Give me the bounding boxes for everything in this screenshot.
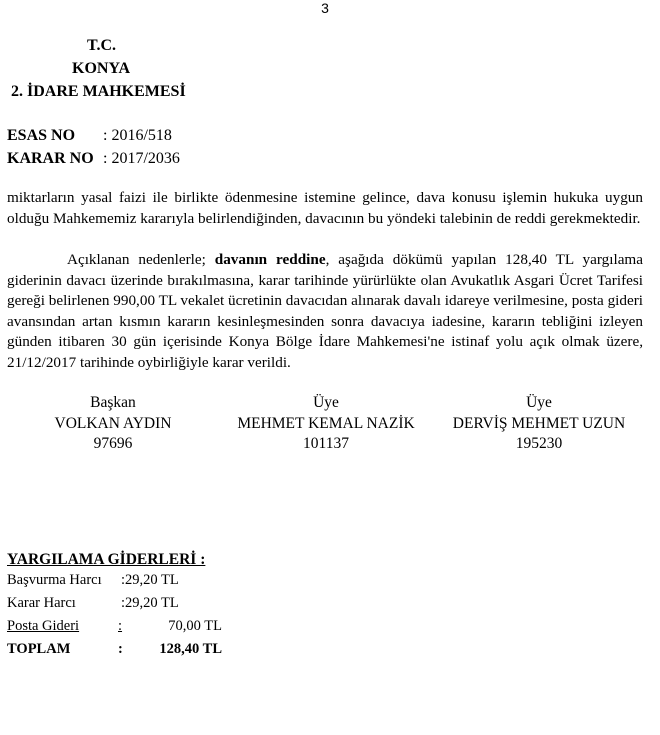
total-label: TOPLAM [7, 641, 71, 657]
signature-number: 195230 [515, 435, 563, 452]
esas-no-value: : 2016/518 [103, 127, 172, 144]
cost-value: 70,00 TL [168, 618, 222, 634]
signature-role: Başkan [90, 394, 136, 411]
cost-label: Başvurma Harcı [7, 572, 102, 588]
signature-number: 97696 [93, 435, 133, 452]
karar-no-row [7, 150, 180, 168]
signature-role: Üye [526, 394, 552, 411]
signature-member-1 [220, 393, 432, 455]
cost-colon: : [118, 618, 123, 634]
signature-name: VOLKAN AYDIN [54, 414, 172, 432]
total-value-group [118, 641, 222, 658]
signature-number: 101137 [303, 435, 349, 452]
cost-value-underlined [118, 618, 222, 635]
signature-name: DERVİŞ MEHMET UZUN [452, 414, 626, 432]
total-colon: : [118, 641, 123, 657]
header-country: T.C. [87, 37, 117, 54]
cost-label: Karar Harcı [7, 595, 76, 611]
paragraph-decision [7, 250, 643, 374]
signature-president [38, 393, 188, 455]
esas-no-label: ESAS NO [7, 127, 76, 144]
paragraph-continuation: miktarların yasal faizi ile birlikte ödenmesine istemine gelince, dava konusu işlemin hukuka uygun olduğu Mahkememiz kararıyla belirlendiğinden, davacının bu yöndeki talebinin de reddi gerekmektedir. [7, 189, 643, 227]
decision-bold: davanın reddine [214, 251, 326, 268]
total-value: 128,40 TL [159, 641, 222, 657]
signature-name: MEHMET KEMAL NAZİK [237, 414, 415, 432]
cost-label: Posta Gideri [7, 618, 80, 634]
esas-no-row [7, 127, 172, 145]
page-number: 3 [321, 0, 329, 16]
decision-text: , aşağıda dökümü yapılan 128,40 TL yargılama giderinin davacı üzerinde bırakılmasına, karar tarihinde yürürlükte olan Avukatlık Asgari Ücret Tarifesi gereği belirlenen 990,00 TL vekalet ücretinin davacıdan alınarak davalı idareye verilmesine, posta gideri avansından artan kısmın kararın kesinleşmesinden sonra davacıya iadesine, kararın tebliğini izleyen günden itibaren 30 gün içerisinde Konya Bölge İdare Mahkemesi'ne istinaf yolu açık olmak üzere, 21/12/2017 tarihinde oybirliğiyle karar verildi. [7, 251, 643, 371]
header-city: KONYA [72, 60, 131, 77]
header-court-name: 2. İDARE MAHKEMESİ [11, 83, 186, 100]
costs-title: YARGILAMA GİDERLERİ : [7, 551, 206, 568]
signature-member-2 [436, 393, 642, 455]
karar-no-label: KARAR NO [7, 150, 94, 167]
cost-value: :29,20 TL [121, 595, 179, 611]
cost-value: :29,20 TL [121, 572, 179, 588]
decision-intro: Açıklanan nedenlerle; [67, 251, 215, 268]
karar-no-value: : 2017/2036 [103, 150, 180, 167]
signature-role: Üye [313, 394, 339, 411]
